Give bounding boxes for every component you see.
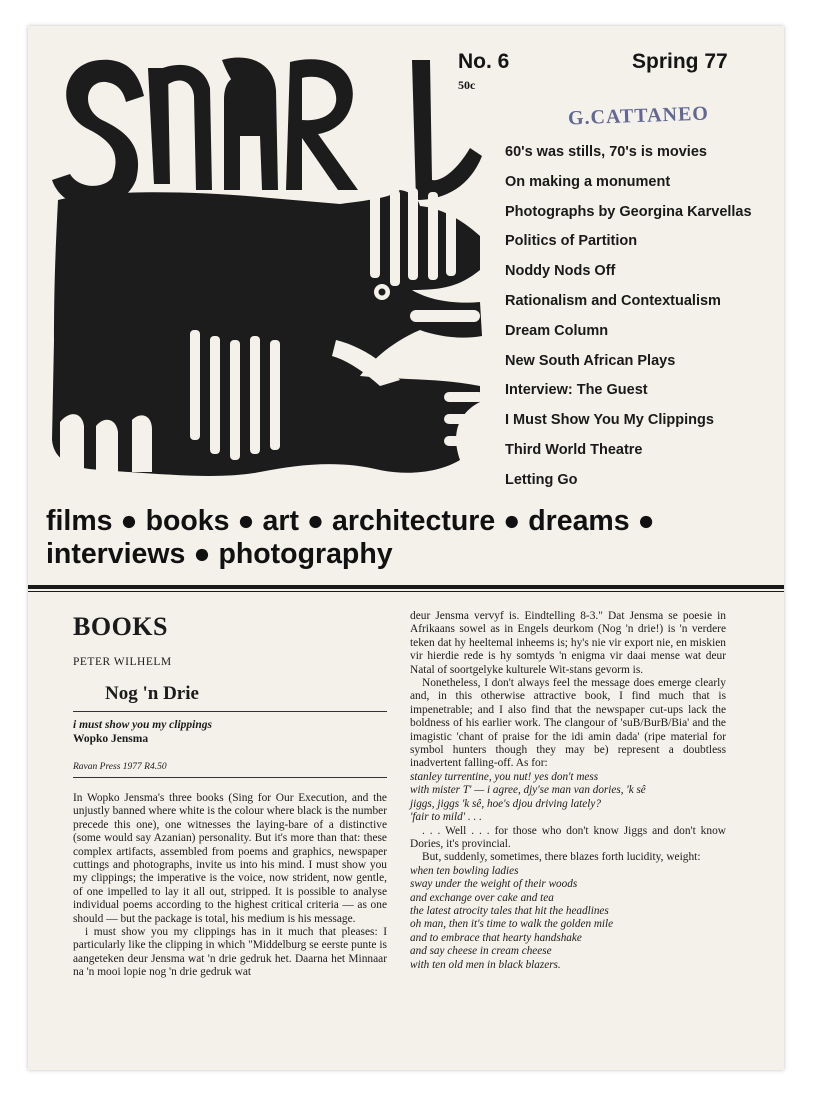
contents-item: Rationalism and Contextualism bbox=[505, 292, 721, 309]
poem-line: when ten bowling ladies bbox=[410, 864, 519, 877]
poem-line: and say cheese in cream cheese bbox=[410, 945, 552, 958]
poem-line: with ten old men in black blazers. bbox=[410, 958, 561, 971]
contents-item: Interview: The Guest bbox=[505, 382, 648, 399]
poem-excerpt bbox=[410, 865, 726, 972]
divider-rule bbox=[28, 591, 784, 592]
topics-line: interviews ● photography bbox=[46, 538, 393, 570]
poem-line: stanley turrentine, you nut! yes don't mess bbox=[410, 770, 599, 783]
reviewed-book-author: Wopko Jensma bbox=[73, 733, 149, 745]
contents-item: 60's was stills, 70's is movies bbox=[505, 144, 707, 160]
article-title: Nog 'n Drie bbox=[105, 683, 199, 704]
poem-line: sway under the weight of their woods bbox=[410, 878, 578, 891]
paragraph: deur Jensma vervyf is. Eindtelling 8-3." Dat Jensma se poesie in Afrikaans sowel as in Engels deurkom (Nog 'n drie!) is 'n verdere teken dat hy heeltemal inheems is; hy's nie vir export nie, en miskien vir hierdie rede is hy somtyds 'n enigma vir daai mense wat deur Natal of soortgelyke kulturele Wit-stans gevorm is. bbox=[410, 610, 726, 676]
contents-item: I Must Show You My Clippings bbox=[505, 412, 714, 429]
divider-rule bbox=[28, 585, 784, 589]
paragraph: . . . Well . . . for those who don't know Jiggs and don't know Dories, it's provincial. bbox=[410, 824, 726, 850]
contents-item: Dream Column bbox=[505, 322, 609, 339]
poem-line: the latest atrocity tales that hit the headlines bbox=[410, 904, 609, 917]
divider-rule bbox=[73, 777, 387, 778]
issue-season: Spring 77 bbox=[632, 50, 728, 73]
article-column-left bbox=[73, 612, 387, 980]
contents-item: On making a monument bbox=[505, 173, 671, 190]
contents-item: Letting Go bbox=[505, 471, 578, 488]
poem-excerpt bbox=[410, 771, 726, 825]
issue-number: No. 6 bbox=[458, 50, 510, 73]
poem-line: and to embrace that hearty handshake bbox=[410, 931, 582, 944]
paragraph: In Wopko Jensma's three books (Sing for Our Execution, and the unjustly banned where white is the colour where black is the number precede this one), one witnesses the laying-bare of a distinctive (some would say Azanian) personality. But it's more than that: these complex artifacts, assembled from poems and graphics, newspaper cuttings and photographs, invite us into his mind. I must show you my clippings; the imperative is the voice, now strident, now gentle, of one impelled to lay it all out, stripped. It is possible to analyse individual poems according to the highest critical criteria — as one should — but the package is total, his medium is his message. bbox=[73, 792, 387, 925]
contents-item: Noddy Nods Off bbox=[505, 263, 616, 280]
poem-line: and exchange over cake and tea bbox=[410, 891, 554, 904]
paragraph: But, suddenly, sometimes, there blazes forth lucidity, weight: bbox=[422, 851, 701, 864]
poem-line: with mister T' — i agree, djy'se man van dories, 'k sê bbox=[410, 784, 646, 797]
cover-price: 50c bbox=[458, 78, 476, 92]
author-byline: PETER WILHELM bbox=[73, 656, 172, 668]
article-body bbox=[73, 792, 387, 980]
contents-item: New South African Plays bbox=[505, 352, 676, 369]
reviewed-book-title: i must show you my clippings bbox=[73, 719, 212, 731]
poem-line: oh man, then it's time to walk the golden mile bbox=[410, 918, 614, 931]
publisher-info: Ravan Press 1977 R4.50 bbox=[73, 762, 167, 772]
contents-item: Politics of Partition bbox=[505, 233, 638, 250]
poem-line: 'fair to mild' . . . bbox=[410, 811, 482, 824]
snarl-logo-artwork bbox=[40, 40, 490, 485]
divider-rule bbox=[73, 711, 387, 712]
poem-line: jiggs, jiggs 'k sê, hoe's djou driving lately? bbox=[410, 797, 601, 810]
topics-banner bbox=[46, 505, 655, 571]
section-title: BOOKS bbox=[73, 612, 168, 641]
owner-stamp: G.CATTANEO bbox=[567, 102, 710, 130]
contents-item: Third World Theatre bbox=[505, 441, 643, 458]
contents-list bbox=[505, 138, 752, 496]
article-column-right bbox=[410, 610, 726, 972]
paragraph: Nonetheless, I don't always feel the message does emerge clearly and, in this otherwise attractive book, I find much that is impenetrable; and I also find that the newspaper cut-ups lack the boldness of his earlier work. The clangour of 'suB/BurB/Bia' and the imagistic 'chant of praise for the idi amin dada' (ripe material for symbol hunters though they may be) represent a doubtless inadvertent falling-off. As for: bbox=[410, 677, 726, 770]
topics-line: films ● books ● art ● architecture ● dreams ● bbox=[46, 505, 655, 537]
contents-item: Photographs by Georgina Karvellas bbox=[505, 203, 752, 220]
paragraph: i must show you my clippings has in it much that pleases: I particularly like the clipping in which "Middelburg se eerste punte is aangeteken deur Jensma wat 'n drie gedruk het. Daarna het Minnaar na 'n mooi lopie nog 'n drie gedruk wat bbox=[73, 926, 387, 979]
